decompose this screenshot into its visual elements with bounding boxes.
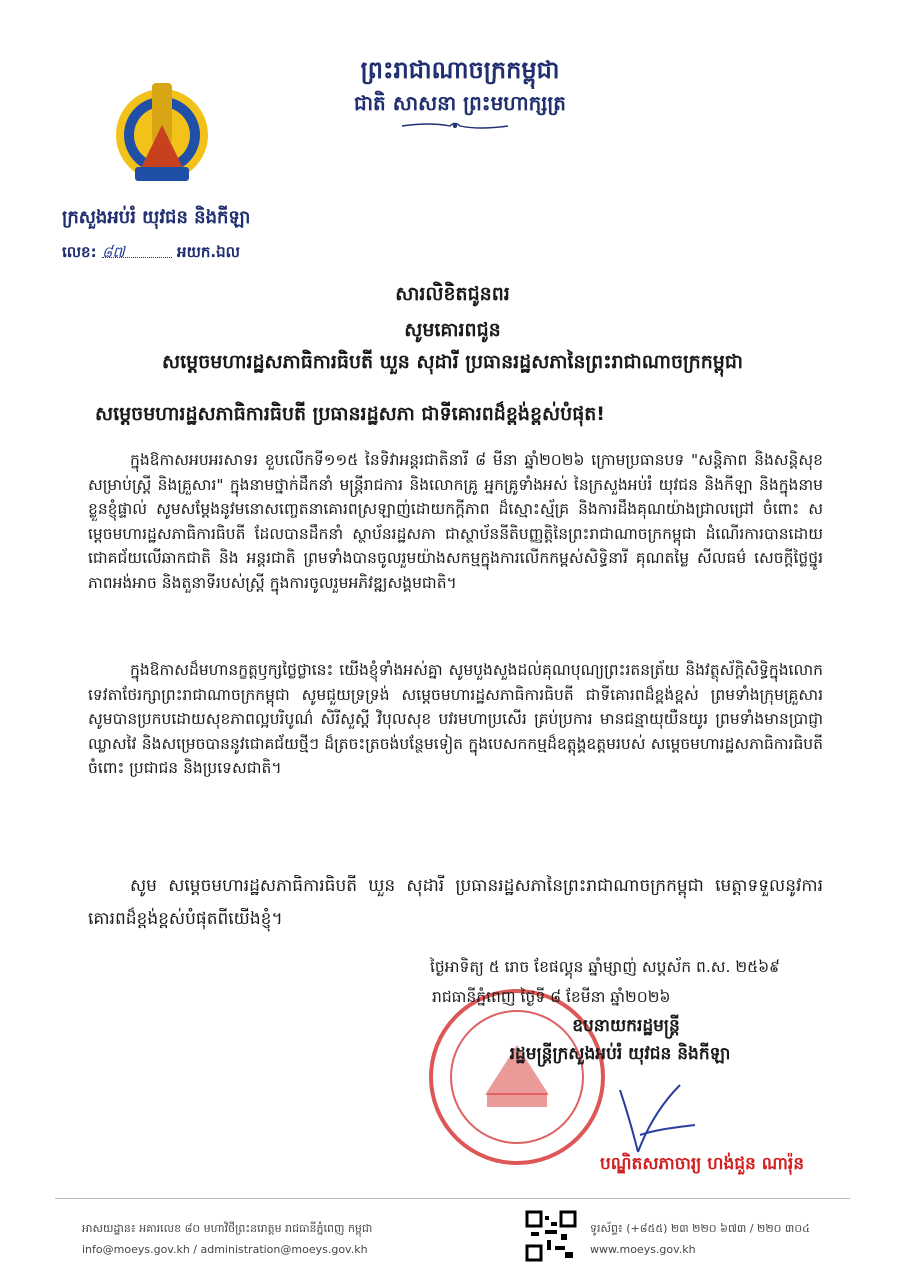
lunar-date: ថ្ងៃអាទិត្យ ៥ រោច ខែផល្គុន ឆ្នាំម្សាញ់ សប្តស័ក ព.ស. ២៥៦៩ [430, 958, 781, 976]
signatory-title-1: ឧបនាយករដ្ឋមន្ត្រី [572, 1016, 680, 1036]
ministry-name: ក្រសួងអប់រំ យុវជន និងកីឡា [62, 207, 251, 228]
ref-number-field [101, 243, 172, 261]
signer-name: បណ្ឌិតសភាចារ្យ ហង់ជួន ណារ៉ុន [600, 1154, 805, 1174]
honorific-line: សម្តេចមហារដ្ឋសភាធិការធិបតី ប្រធានរដ្ឋសភា ជាទីគោរពដ៏ខ្ពង់ខ្ពស់បំផុត! [95, 403, 605, 425]
official-seal-stamp [425, 985, 610, 1170]
body-paragraph-3: សូម សម្តេចមហារដ្ឋសភាធិការធិបតី ឃួន សុដារី ប្រធានរដ្ឋសភានៃព្រះរាជាណាចក្រកម្ពុជា មេត្តាទទួលនូវការគោរពដ៏ខ្ពង់ខ្ពស់បំផុតពីយើងខ្ញុំ។ [88, 876, 823, 929]
handwritten-signature [610, 1080, 700, 1155]
ornament-divider [400, 120, 510, 132]
footer-website[interactable]: www.moeys.gov.kh [590, 1243, 696, 1256]
signatory-title-2: រដ្ឋមន្ត្រីក្រសួងអប់រំ យុវជន និងកីឡា [509, 1044, 731, 1064]
qr-code-icon [525, 1210, 577, 1262]
kingdom-title: ព្រះរាជាណាចក្រកម្ពុជា [360, 55, 560, 84]
footer-emails[interactable]: info@moeys.gov.kh / administration@moeys.gov.kh [82, 1243, 368, 1256]
respectfully-line: សូមគោរពជូន [404, 319, 501, 341]
reference-line [62, 243, 322, 265]
addressee-line: សម្តេចមហារដ្ឋសភាធិការធិបតី ឃួន សុដារី ប្រធានរដ្ឋសភានៃព្រះរាជាណាចក្រកម្ពុជា [162, 351, 743, 373]
ref-number: ៨៧ [101, 243, 125, 261]
ref-suffix: អយក.ឯល [177, 243, 240, 261]
footer-divider [55, 1198, 850, 1199]
letter-type-title: សារលិខិតជូនពរ [395, 283, 510, 305]
footer-address: អាសយដ្ឋាន៖ អគារលេខ ៨០ មហាវិថីព្រះនរោត្តម រាជធានីភ្នំពេញ កម្ពុជា [82, 1222, 373, 1235]
body-paragraph-2: ក្នុងឱកាសដ៏មហានក្ខត្តឫក្សថ្លៃថ្លានេះ យើងខ្ញុំទាំងអស់គ្នា សូមបួងសួងដល់គុណបុណ្យព្រះរតនត្រ័យ និងវត្ថុស័ក្តិសិទ្ធិក្នុងលោក ទេវតាថែរក្សាព្រះរាជាណាចក្រកម្ពុជា សូមជួយទ្រទ្រង់ សម្តេចមហារដ្ឋសភាធិការធិបតី ជាទីគោរពដ៏ខ្ពង់ខ្ពស់ ព្រមទាំងក្រុមគ្រួសារ សូមបានប្រកបដោយសុខភាពល្អបរិបូណ៌ សិរីសួស្តី វិបុលសុខ បវរមហាប្រសើរ គ្រប់ប្រការ មានជន្មាយុយឺនយូរ ព្រមទាំងមានប្រាជ្ញាឈ្លាសវៃ និងសម្រេចបាននូវជោគជ័យថ្មីៗ ដ៏ត្រចះត្រចង់បន្ថែមទៀត ក្នុងបេសកកម្មដ៏ឧត្តុង្គឧត្តមរបស់ សម្តេចមហារដ្ឋសភាធិការធិបតី ចំពោះ ប្រជាជន និងប្រទេសជាតិ។ [88, 661, 823, 777]
footer-phone: ទូរស័ព្ទ៖ (+៨៥៥) ២៣ ២២០ ៦៧៣ / ២២០ ៣០៤ [590, 1222, 810, 1235]
national-motto: ជាតិ សាសនា ព្រះមហាក្សត្រ [354, 91, 566, 115]
body-paragraph-1: ក្នុងឱកាសអបអរសាទរ ខួបលើកទី១១៥ នៃទិវាអន្តរជាតិនារី ៨ មីនា ឆ្នាំ២០២៦ ក្រោមប្រធានបទ "សន្តិភាព និងសន្តិសុខសម្រាប់ស្ត្រី និងគ្រួសារ" ក្នុងនាមថ្នាក់ដឹកនាំ មន្ត្រីរាជការ និងលោកគ្រូ អ្នកគ្រូទាំងអស់ នៃក្រសួងអប់រំ យុវជន និងកីឡា និងក្នុងនាមខ្លួនខ្ញុំផ្ទាល់ សូមសម្តែងនូវមនោសញ្ចេតនាគោរពស្រឡាញ់ដោយកក្តីភាព ដ៏ស្មោះស្ម័គ្រ និងការដឹងគុណយ៉ាងជ្រាលជ្រៅ ចំពោះ សម្តេចមហារដ្ឋសភាធិការធិបតី ដែលបានដឹកនាំ ស្ថាប័នរដ្ឋសភា ជាស្ថាប័ននីតិបញ្ញត្តិនៃព្រះរាជាណាចក្រកម្ពុជា ដំណើរការបានដោយជោគជ័យលើឆាកជាតិ និង អន្តរជាតិ ព្រមទាំងបានចូលរួមយ៉ាងសកម្មក្នុងការលើកកម្ពស់សិទ្ធិនារី គុណតម្លៃ សីលធម៌ សេចក្តីថ្លៃថ្នូរ ភាពអង់អាច និងតួនាទីរបស់ស្ត្រី ក្នុងការចូលរួមអភិវឌ្ឍសង្គមជាតិ។ [88, 451, 823, 592]
solar-date: រាជធានីភ្នំពេញ ថ្ងៃទី ៨ ខែមីនា ឆ្នាំ២០២៦ [432, 988, 671, 1006]
ref-label: លេខ: [62, 243, 97, 261]
ministry-emblem-logo [105, 75, 220, 190]
